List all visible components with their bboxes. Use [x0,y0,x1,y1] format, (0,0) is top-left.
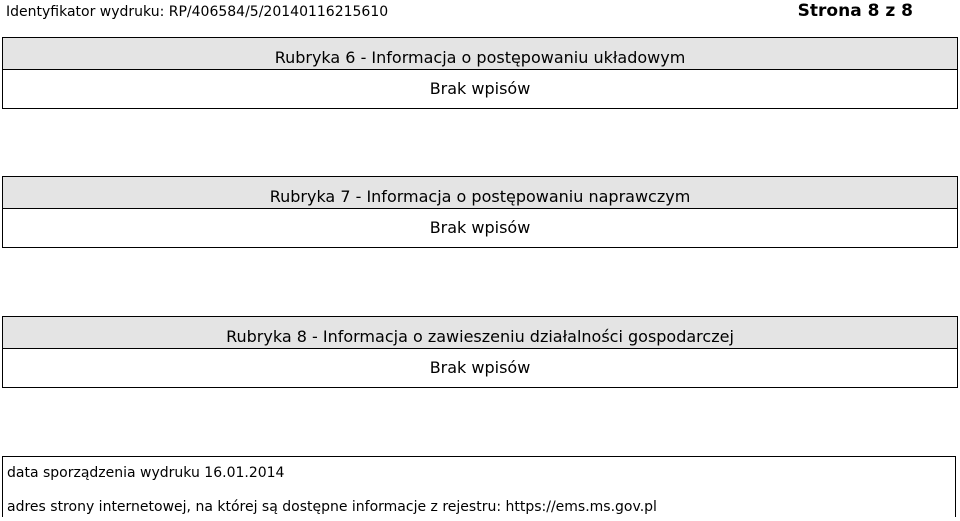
registry-address: adres strony internetowej, na której są dostępne informacje z rejestru: https://ems.ms.gov.pl [7,499,657,515]
print-identifier: Identyfikator wydruku: RP/406584/5/20140116215610 [6,4,389,20]
section-content: Brak wpisów [429,79,531,98]
section-rubryka-8 [2,316,958,388]
section-title: Rubryka 6 - Informacja o postępowaniu układowym [3,38,957,70]
section-rubryka-6 [2,37,958,109]
section-rubryka-7 [2,176,958,248]
section-title: Rubryka 8 - Informacja o zawieszeniu działalności gospodarczej [3,317,957,349]
section-content: Brak wpisów [429,218,531,237]
section-content: Brak wpisów [429,358,531,377]
page-number: Strona 8 z 8 [797,1,913,21]
print-date: data sporządzenia wydruku 16.01.2014 [7,465,285,481]
print-footer [2,456,956,517]
section-title: Rubryka 7 - Informacja o postępowaniu naprawczym [3,177,957,209]
